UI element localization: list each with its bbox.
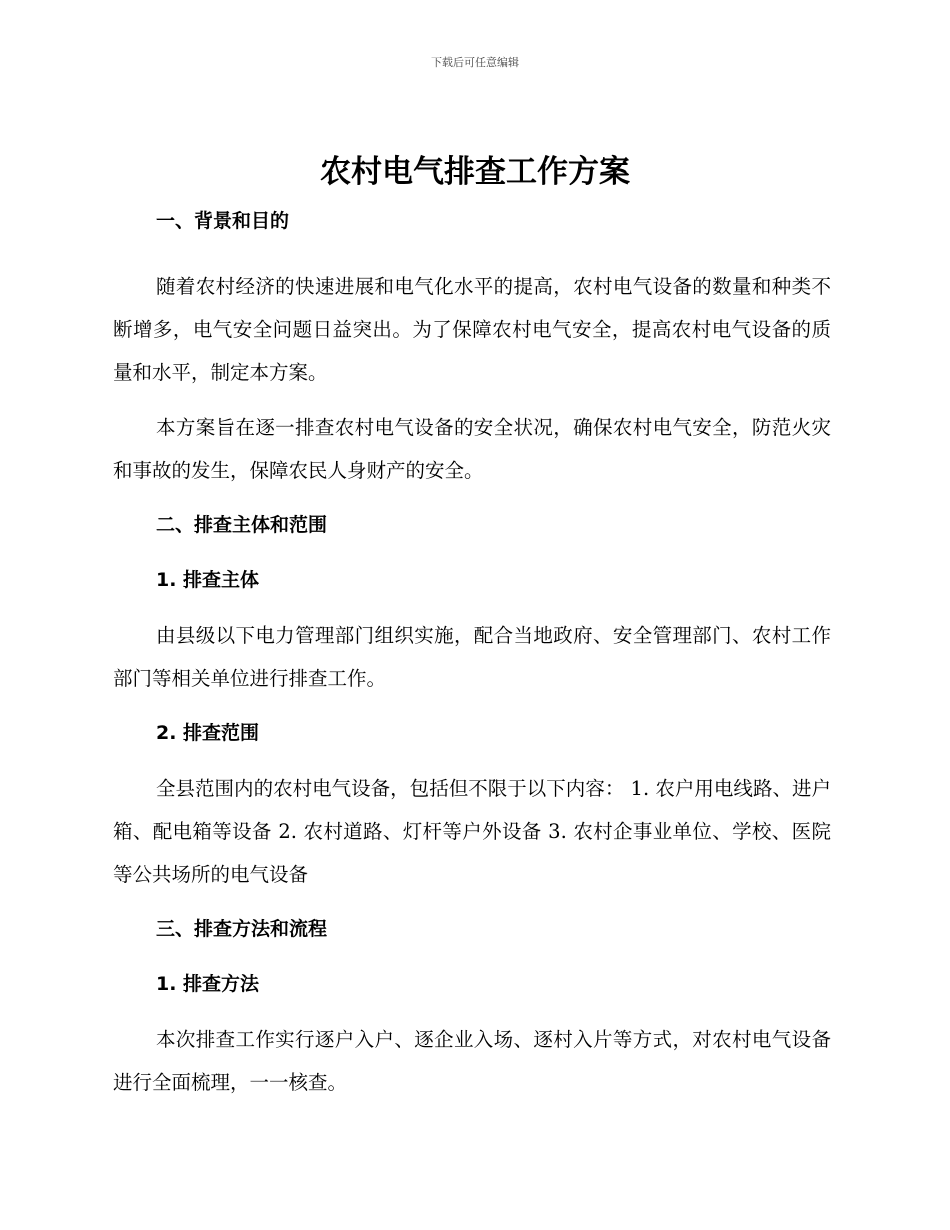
- subheading-method: 1. 排查方法: [156, 973, 260, 995]
- paragraph-subject: 由县级以下电力管理部门组织实施，配合当地政府、安全管理部门、农村工作部门等相关单位进行排查工作。: [113, 624, 831, 690]
- paragraph-background-2: 本方案旨在逐一排查农村电气设备的安全状况，确保农村电气安全，防范火灾和事故的发生，保障农民人身财产的安全。: [113, 416, 831, 482]
- subheading-range: 2. 排查范围: [156, 722, 260, 744]
- section-heading-scope: 二、排查主体和范围: [156, 514, 328, 536]
- section-heading-method: 三、排查方法和流程: [156, 918, 328, 940]
- paragraph-range: 全县范围内的农村电气设备，包括但不限于以下内容： 1. 农户用电线路、进户箱、配电箱等设备 2. 农村道路、灯杆等户外设备 3. 农村企事业单位、学校、医院等公共场所的电气设备: [113, 777, 831, 886]
- paragraph-method: 本次排查工作实行逐户入户、逐企业入场、逐村入片等方式，对农村电气设备进行全面梳理，一一核查。: [113, 1028, 831, 1094]
- document-body: [113, 200, 831, 1116]
- paragraph-background-1: 随着农村经济的快速进展和电气化水平的提高，农村电气设备的数量和种类不断增多，电气安全问题日益突出。为了保障农村电气安全，提高农村电气设备的质量和水平，制定本方案。: [113, 275, 831, 384]
- section-heading-background: 一、背景和目的: [156, 210, 290, 232]
- subheading-subject: 1. 排查主体: [156, 569, 260, 591]
- document-title: 农村电气排查工作方案: [320, 154, 630, 190]
- header-note: 下载后可任意编辑: [431, 56, 519, 69]
